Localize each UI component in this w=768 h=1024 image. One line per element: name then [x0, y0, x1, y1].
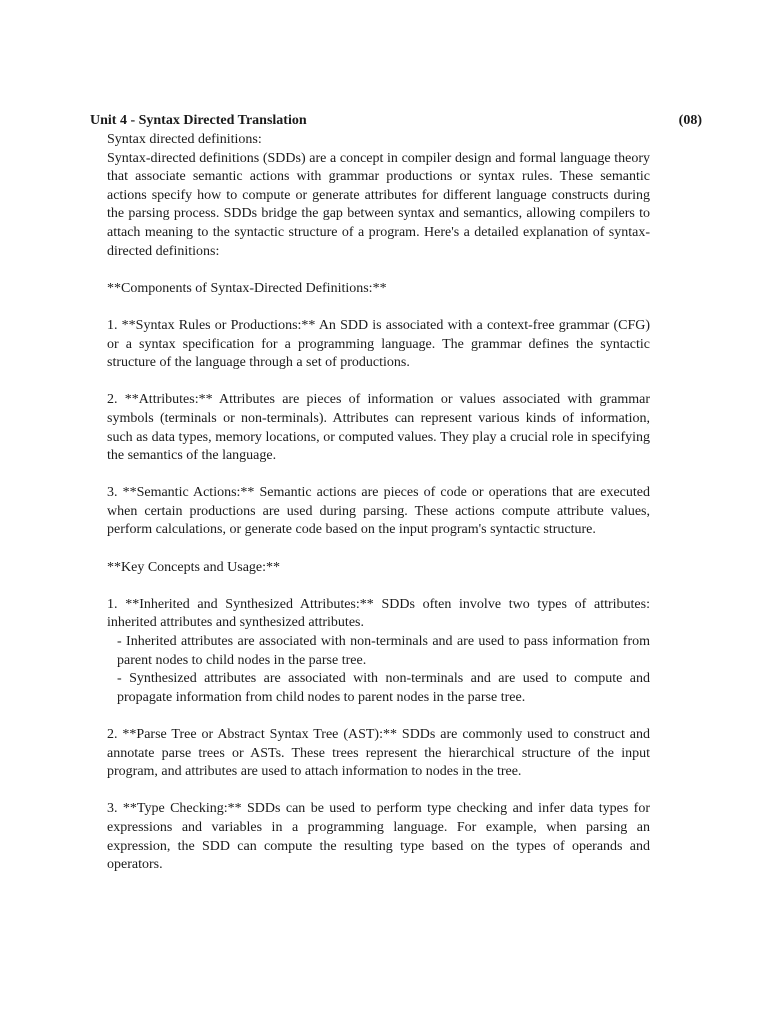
unit-title: Unit 4 - Syntax Directed Translation: [90, 113, 307, 128]
intro-paragraph: Syntax-directed definitions (SDDs) are a concept in compiler design and formal language theory that associate semantic actions with grammar productions or syntax rules. These semantic actions specify how to compute or generate attributes for different language constructs during the parsing process. SDDs bridge the gap between syntax and semantics, allowing compilers to attach meaning to the syntactic structure of a program. Here's a detailed explanation of syntax-directed definitions:: [107, 150, 650, 259]
component-item-syntax-rules: 1. **Syntax Rules or Productions:** An SDD is associated with a context-free grammar (CFG) or a syntax specification for a programming language. The grammar defines the syntactic structure of the language through a set of productions.: [107, 317, 650, 371]
spacer: [107, 261, 650, 280]
unit-marks: (08): [678, 113, 702, 128]
concept-item-type-checking: 3. **Type Checking:** SDDs can be used to perform type checking and infer data types for expressions and variables in a programming language. For example, when parsing an expression, the SDD can compute the resulting type based on the types of operands and operators.: [107, 801, 650, 873]
spacer: [107, 577, 650, 596]
concept-subitem-inherited: - Inherited attributes are associated with non-terminals and are used to pass information from parent nodes to child nodes in the parse tree.: [117, 634, 650, 668]
component-item-semantic-actions: 3. **Semantic Actions:** Semantic actions are pieces of code or operations that are executed when certain productions are used during parsing. These actions compute attribute values, perform calculations, or generate code based on the input program's syntactic structure.: [107, 485, 650, 538]
concept-item-parse-tree: 2. **Parse Tree or Abstract Syntax Tree (AST):** SDDs are commonly used to construct and annotate parse trees or ASTs. These trees represent the hierarchical structure of the input program, and attributes are used to attach information to nodes in the tree.: [107, 727, 650, 780]
component-item-attributes: 2. **Attributes:** Attributes are pieces of information or values associated with grammar symbols (terminals or non-terminals). Attributes can represent various kinds of information, such as data types, memory locations, or computed values. They play a crucial role in specifying the semantics of the language.: [107, 392, 650, 464]
concepts-heading: **Key Concepts and Usage:**: [107, 559, 281, 575]
spacer: [107, 540, 650, 559]
concept-item-attributes: 1. **Inherited and Synthesized Attributes:** SDDs often involve two types of attributes: inherited attributes and synthesized attributes.: [107, 596, 650, 631]
concept-subitem-synthesized: - Synthesized attributes are associated with non-terminals and are used to compute and propagate information from child nodes to parent nodes in the parse tree.: [117, 671, 650, 705]
spacer: [107, 298, 650, 317]
document-body: [107, 131, 650, 875]
spacer: [107, 782, 650, 801]
components-heading: **Components of Syntax-Directed Definitions:**: [107, 280, 387, 296]
unit-header: [90, 112, 702, 131]
intro-heading: Syntax directed definitions:: [107, 132, 262, 147]
spacer: [107, 373, 650, 392]
spacer: [107, 466, 650, 485]
spacer: [107, 707, 650, 726]
